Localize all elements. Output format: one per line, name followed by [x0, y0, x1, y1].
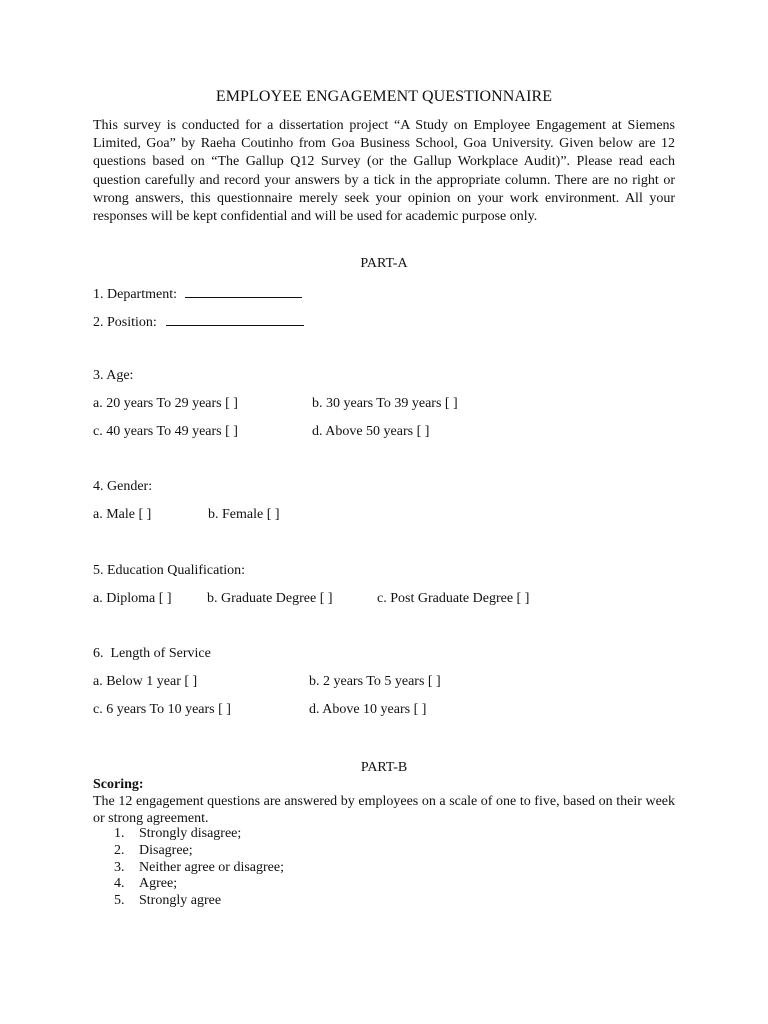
scoring-paragraph: The 12 engagement questions are answered by employees on a scale of one to five, based on their week or strong agreement.: [93, 794, 675, 826]
q6-option-b[interactable]: b. 2 years To 5 years [ ]: [309, 674, 441, 689]
scale-text: Strongly disagree;: [139, 826, 242, 841]
q2-position: [93, 312, 304, 331]
q4-option-a[interactable]: a. Male [ ]: [93, 507, 152, 522]
q4-option-b[interactable]: b. Female [ ]: [208, 507, 280, 522]
q5-option-a[interactable]: a. Diploma [ ]: [93, 591, 172, 606]
part-a-heading: PART-A: [360, 256, 408, 271]
q3-option-b[interactable]: b. 30 years To 39 years [ ]: [312, 396, 458, 411]
q5-label: 5. Education Qualification:: [93, 563, 246, 578]
q5-option-c[interactable]: c. Post Graduate Degree [ ]: [377, 591, 530, 606]
q2-label: 2. Position:: [93, 315, 157, 330]
scoring-label: Scoring:: [93, 777, 144, 792]
q6-option-c[interactable]: c. 6 years To 10 years [ ]: [93, 702, 231, 717]
department-blank[interactable]: [185, 284, 302, 298]
q1-label: 1. Department:: [93, 287, 177, 302]
position-blank[interactable]: [166, 312, 304, 326]
scale-number: 1.: [114, 826, 125, 841]
scale-text: Agree;: [139, 876, 178, 892]
scale-text: Strongly agree: [139, 893, 222, 909]
scale-number: 3.: [114, 859, 125, 875]
scale-item: [114, 843, 284, 860]
q3-option-a[interactable]: a. 20 years To 29 years [ ]: [93, 396, 238, 411]
scale-item: [114, 826, 284, 843]
document-title: EMPLOYEE ENGAGEMENT QUESTIONNAIRE: [215, 88, 553, 105]
scale-number: 5.: [114, 893, 125, 909]
q3-option-d[interactable]: d. Above 50 years [ ]: [312, 424, 430, 439]
scale-list: [114, 826, 284, 910]
q6-option-d[interactable]: d. Above 10 years [ ]: [309, 702, 427, 717]
scale-text: Disagree;: [139, 842, 193, 858]
intro-paragraph: This survey is conducted for a dissertation project “A Study on Employee Engagement at Siemens Limited, Goa” by Raeha Coutinho from Goa Business School, Goa University. Given below are 12 questions based on “The Gallup Q12 Survey (or the Gallup Workplace Audit)”. Please read each question carefully and record your answers by a tick in the appropriate column. There are no right or wrong answers, this questionnaire merely seek your opinion on your work environment. All your responses will be kept confidential and will be used for academic purpose only.: [93, 118, 675, 225]
part-b-heading: PART-B: [360, 760, 408, 775]
q3-label: 3. Age:: [93, 368, 134, 383]
q6-label: 6. Length of Service: [93, 646, 211, 661]
scale-number: 2.: [114, 842, 125, 858]
q5-option-b[interactable]: b. Graduate Degree [ ]: [207, 591, 333, 606]
q4-label: 4. Gender:: [93, 479, 153, 494]
scale-item: [114, 893, 284, 910]
q1-department: [93, 284, 302, 303]
scale-number: 4.: [114, 876, 125, 892]
q3-option-c[interactable]: c. 40 years To 49 years [ ]: [93, 424, 238, 439]
q6-option-a[interactable]: a. Below 1 year [ ]: [93, 674, 198, 689]
scale-item: [114, 860, 284, 877]
scale-item: [114, 876, 284, 893]
scale-text: Neither agree or disagree;: [139, 859, 284, 875]
